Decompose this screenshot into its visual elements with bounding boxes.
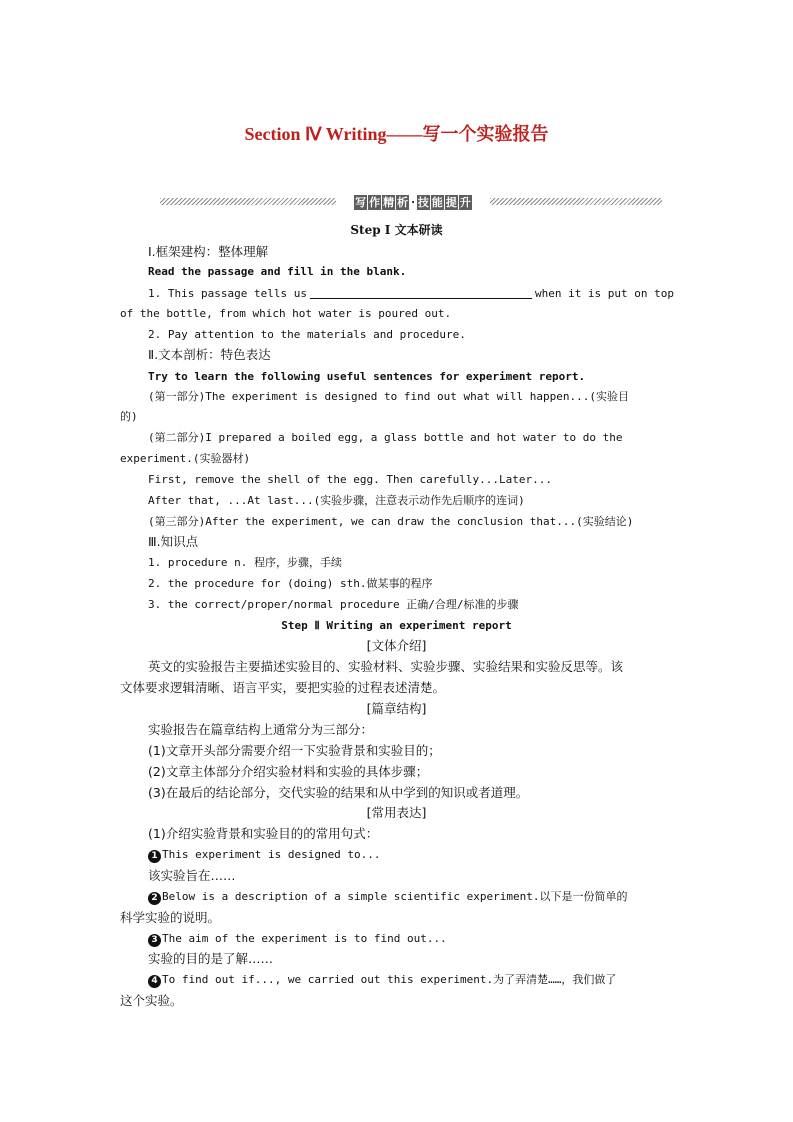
part1-title: Ⅰ.框架建构：整体理解 xyxy=(148,244,269,259)
circled-number-4: 4 xyxy=(148,975,161,988)
structure-item-1: (1)文章开头部分需要介绍一下实验背景和实验目的； xyxy=(148,743,441,758)
structure-label: [篇章结构] xyxy=(366,701,427,716)
expression-1-cn: 该实验旨在…… xyxy=(148,868,236,883)
circled-number-3: 3 xyxy=(148,934,161,947)
banner-chars-left xyxy=(354,195,409,210)
expression-4-text: To find out if..., we carried out this experiment.为了弄清楚……，我们做了 xyxy=(162,973,617,986)
banner-label xyxy=(338,193,488,211)
sentence-part3: (第三部分)After the experiment, we can draw the conclusion that...(实验结论) xyxy=(148,515,634,528)
intro-label: [文体介绍] xyxy=(366,638,427,653)
banner-char: 写 xyxy=(355,195,367,209)
sentence-part2: (第二部分)I prepared a boiled egg, a glass bottle and hot water to do the xyxy=(148,431,623,444)
structure-item-3: (3)在最后的结论部分，交代实验的结果和从中学到的知识或者道理。 xyxy=(148,785,529,800)
expressions-title: (1)介绍实验背景和实验目的的常用句式： xyxy=(148,826,379,841)
intro-paragraph-line1: 英文的实验报告主要描述实验目的、实验材料、实验步骤、实验结果和实验反思等。该 xyxy=(148,659,624,674)
structure-intro: 实验报告在篇章结构上通常分为三部分： xyxy=(148,722,374,737)
sentence-steps-2: After that, ...At last...(实验步骤，注意表示动作先后顺序的连词) xyxy=(148,494,525,507)
knowledge-3: 3. the correct/proper/normal procedure 正确/合理/标准的步骤 xyxy=(148,598,519,611)
expression-2 xyxy=(148,887,628,907)
question-1-line2: of the bottle, from which hot water is poured out. xyxy=(120,307,452,320)
banner-chars-right xyxy=(417,195,472,210)
page-title: Section Ⅳ Writing——写一个实验报告 xyxy=(244,124,549,144)
banner-char: 作 xyxy=(369,195,381,209)
circled-number-1: 1 xyxy=(148,850,161,863)
expressions-label: [常用表达] xyxy=(366,805,427,820)
banner-char: 升 xyxy=(459,195,471,209)
section-banner xyxy=(160,193,662,211)
expression-3-cn: 实验的目的是了解…… xyxy=(148,951,274,966)
banner-char: 技 xyxy=(417,195,429,209)
question-1-text-b: when it is put on top xyxy=(534,287,675,300)
banner-char: 析 xyxy=(397,195,409,209)
expression-1 xyxy=(148,845,381,865)
sentence-part2-cont: experiment.(实验器材) xyxy=(120,452,251,465)
step1-heading: Step Ⅰ 文本研读 xyxy=(350,223,443,237)
expression-1-en: This experiment is designed to... xyxy=(162,848,381,861)
banner-hatch-left xyxy=(160,198,336,205)
sentence-part1-cont: 的) xyxy=(120,410,138,423)
expression-2-text: Below is a description of a simple scientific experiment.以下是一份简单的 xyxy=(162,890,628,903)
banner-char: 精 xyxy=(383,195,395,209)
banner-dot: · xyxy=(411,195,415,209)
part2-title: Ⅱ.文本剖析：特色表达 xyxy=(148,347,271,362)
intro-paragraph-line2: 文体要求逻辑清晰、语言平实，要把实验的过程表述清楚。 xyxy=(120,680,446,695)
sentence-steps-1: First, remove the shell of the egg. Then carefully...Later... xyxy=(148,473,552,486)
fill-in-blank[interactable] xyxy=(310,286,532,299)
instruction-2: Try to learn the following useful sentences for experiment report. xyxy=(148,370,586,383)
banner-char: 提 xyxy=(445,195,457,209)
expression-3-en: The aim of the experiment is to find out... xyxy=(162,932,447,945)
part3-title: Ⅲ.知识点 xyxy=(148,534,199,549)
question-2: 2. Pay attention to the materials and procedure. xyxy=(148,328,466,341)
step2-heading: Step Ⅱ Writing an experiment report xyxy=(281,619,512,632)
expression-3 xyxy=(148,929,447,949)
expression-4-cont: 这个实验。 xyxy=(120,993,183,1008)
banner-char: 能 xyxy=(431,195,443,209)
question-1-line1 xyxy=(148,284,674,304)
question-1-text-a: 1. This passage tells us xyxy=(148,287,307,300)
banner-hatch-right xyxy=(490,198,662,205)
expression-2-cont: 科学实验的说明。 xyxy=(120,910,221,925)
expression-4 xyxy=(148,970,616,990)
instruction-1: Read the passage and fill in the blank. xyxy=(148,265,407,278)
knowledge-1: 1. procedure n. 程序，步骤，手续 xyxy=(148,556,342,569)
circled-number-2: 2 xyxy=(148,892,161,905)
knowledge-2: 2. the procedure for (doing) sth.做某事的程序 xyxy=(148,577,433,590)
sentence-part1: (第一部分)The experiment is designed to find out what will happen...(实验目 xyxy=(148,390,629,403)
structure-item-2: (2)文章主体部分介绍实验材料和实验的具体步骤； xyxy=(148,764,429,779)
